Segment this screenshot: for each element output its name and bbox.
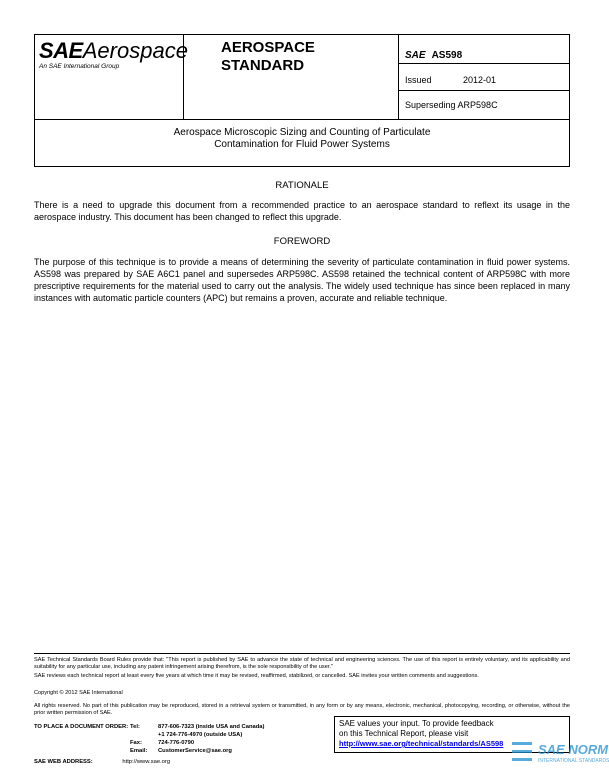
header-box [34, 34, 570, 120]
rights-text: All rights reserved. No part of this publication may be reproduced, stored in a retrieval system or transmitted, in any form or by any means, electronic, mechanical, photocopying, recording, or otherwise, without the prior written permission of SAE. [34, 703, 570, 716]
feedback-line-1: SAE values your input. To provide feedback [339, 719, 494, 728]
foreword-text: The purpose of this technique is to provide a means of determining the severity of particulate contamination in fluid power systems. AS598 was prepared by SAE A6C1 panel and supersedes ARP598C. AS598 retained the technical content of ARP598C with more prescriptive requirements for the material used to carry out the analysis. The widely used technique has since been replaced in many instances with automatic particle counters (APC) but remains a proven, accurate and reliable technique. [34, 257, 570, 303]
rationale-text: There is a need to upgrade this document from a recommended practice to an aerospace standard to reflext its usage in the aerospace industry. This document has been changed to reflect this upgrade. [34, 200, 570, 222]
footer-rule [34, 653, 570, 654]
web-address [34, 759, 170, 765]
tel-label: Tel: [130, 724, 140, 730]
standard-line-2: STANDARD [221, 57, 305, 74]
tel-outside: +1 724-776-4970 (outside USA) [158, 732, 243, 738]
email-address[interactable]: CustomerService@sae.org [158, 748, 232, 754]
review-text: SAE reviews each technical report at least every five years at which time it may be revised, reaffirmed, stabilized, or cancelled. SAE invites your written comments and suggestions. [34, 673, 479, 679]
logo-sae-text: SAE [39, 38, 83, 63]
divider [398, 63, 569, 64]
document-number [405, 50, 462, 61]
title-line-1: Aerospace Microscopic Sizing and Counting of Particulate [173, 127, 431, 138]
small-sae-logo: SAE [405, 50, 426, 61]
sae-aerospace-logo [39, 39, 188, 63]
email-label: Email: [130, 748, 148, 754]
issued-row [405, 75, 497, 85]
watermark-text: SAE NORM [538, 742, 609, 757]
document-title [34, 120, 570, 167]
web-label: SAE WEB ADDRESS: [34, 759, 93, 765]
superseding-text: Superseding ARP598C [405, 100, 498, 110]
foreword-heading: FOREWORD [273, 236, 331, 247]
standard-type [221, 39, 381, 75]
board-rules-text: SAE Technical Standards Board Rules provide that: "This report is published by SAE to advance the state of technical and engineering sciences. The use of this report is entirely voluntary, and its applicability and suitability for any particular use, including any patent infringement arising therefrom, is the sole responsibility of the user." [34, 657, 570, 670]
standard-line-1: AEROSPACE [221, 39, 315, 56]
feedback-link[interactable]: http://www.sae.org/technical/standards/AS598 [339, 739, 504, 748]
watermark-icon [510, 738, 536, 768]
rationale-heading: RATIONALE [275, 180, 329, 191]
web-link[interactable]: http://www.sae.org [122, 759, 171, 765]
logo-tagline: An SAE International Group [39, 63, 120, 70]
issued-label: Issued [405, 75, 432, 85]
watermark [510, 736, 609, 770]
fax-label: Fax: [130, 740, 142, 746]
document-number-text: AS598 [431, 50, 463, 61]
logo-aerospace-text: Aerospace [82, 38, 188, 63]
issued-date: 2012-01 [463, 75, 497, 85]
fax-number: 724-776-0790 [158, 740, 195, 746]
tel-inside: 877-606-7323 (inside USA and Canada) [158, 724, 265, 730]
divider [398, 90, 569, 91]
feedback-line-2: on this Technical Report, please visit [339, 729, 469, 738]
watermark-subtext: INTERNATIONAL STANDARDS [538, 758, 609, 764]
order-label: TO PLACE A DOCUMENT ORDER: [34, 724, 129, 730]
divider [398, 35, 399, 119]
title-line-2: Contamination for Fluid Power Systems [214, 139, 390, 150]
copyright-text: Copyright © 2012 SAE International [34, 690, 123, 696]
